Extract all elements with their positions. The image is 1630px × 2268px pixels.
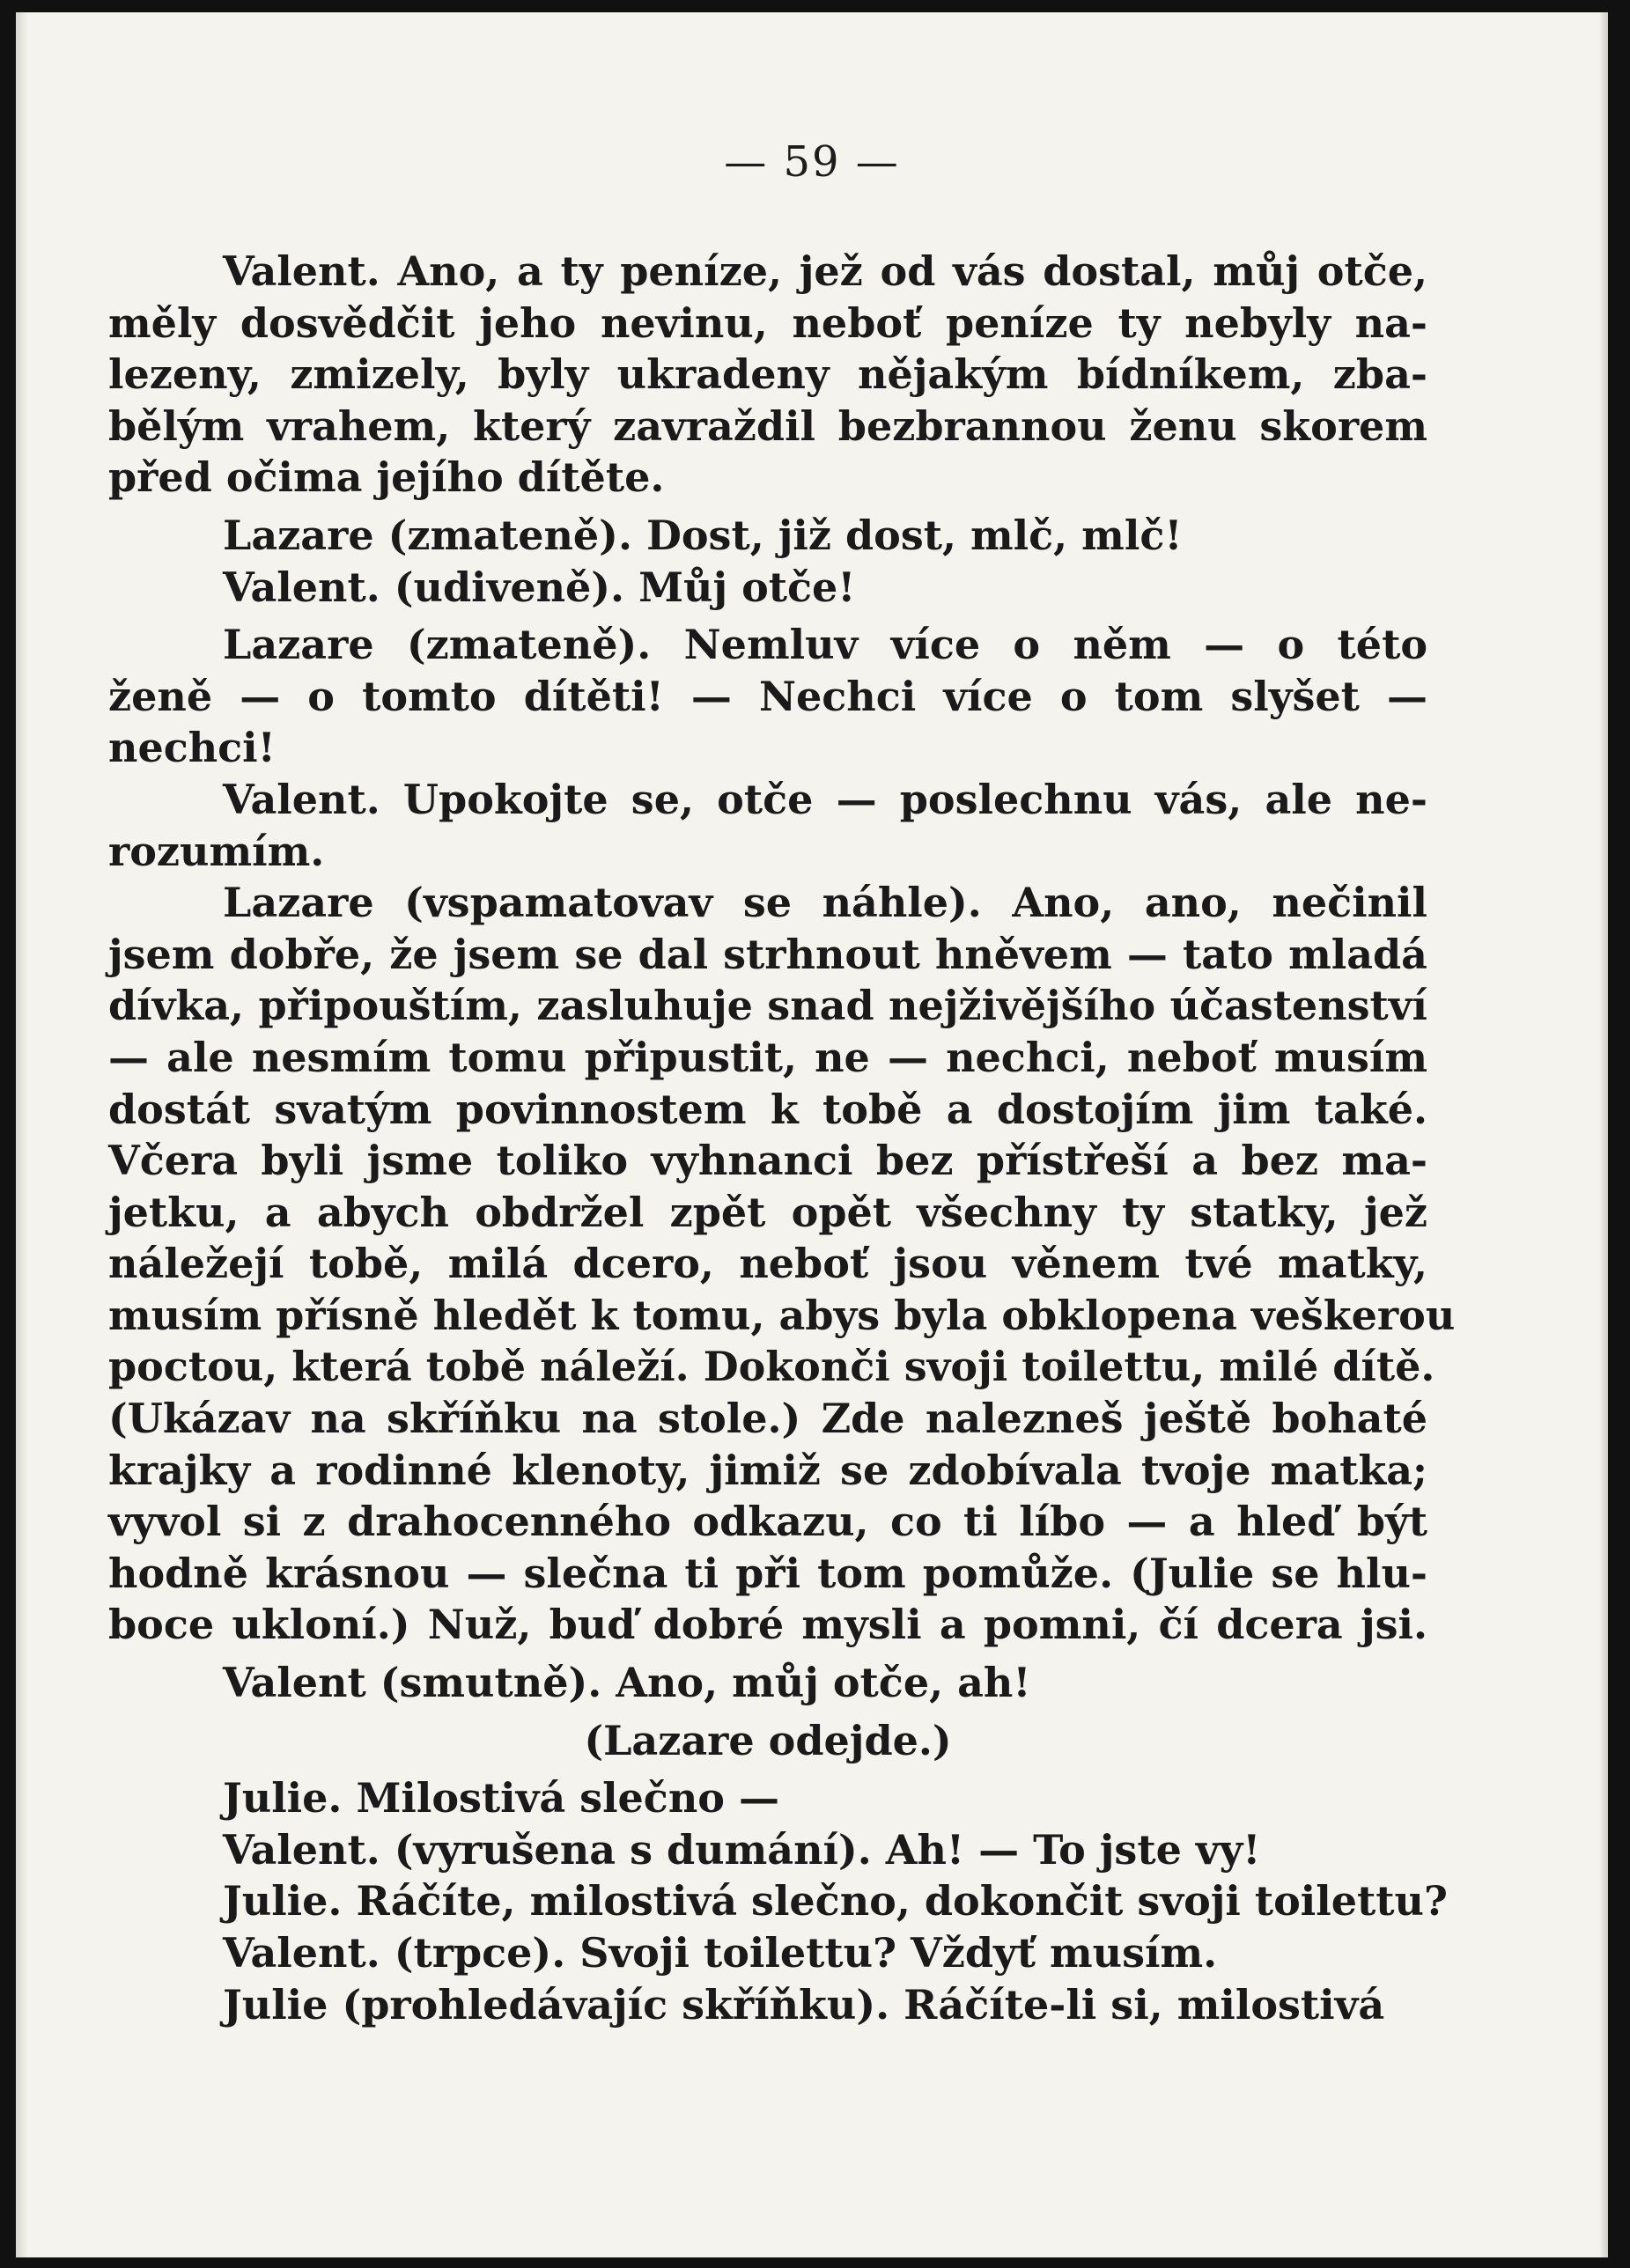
text-line: dostát svatým povinnostem k tobě a dostojím jim také. [108,1085,1427,1133]
stage-direction: (Lazare odejde.) [584,1716,952,1764]
text-line: Valent. Ano, a ty peníze, jež od vás dostal, můj otče, [223,247,1427,295]
page-edge-left [16,12,28,2257]
text-line: krajky a rodinné klenoty, jimiž se zdobívala tvoje matka; [108,1446,1427,1494]
text-line: náležejí tobě, milá dcero, neboť jsou věnem tvé matky, [108,1240,1427,1288]
text-line: Lazare (vspamatovav se náhle). Ano, ano, nečinil [223,879,1427,927]
text-line: Valent. (udiveně). Můj otče! [223,563,856,611]
text-line: rozumím. [108,827,325,875]
text-line: boce ukloní.) Nuž, buď dobré mysli a pomni, čí dcera jsi. [108,1601,1427,1649]
text-line: poctou, která tobě náleží. Dokonči svoji toilettu, milé dítě. [108,1343,1435,1391]
page-edge-right [1599,12,1608,2257]
text-line: Julie. Ráčíte, milostivá slečno, dokončit svoji toilettu? [223,1877,1448,1926]
text-line: před očima jejího dítěte. [108,453,665,502]
text-line: měly dosvědčit jeho nevinu, neboť peníze ty nebyly na- [108,298,1427,347]
text-line: Lazare (zmateně). Nemluv více o něm — o této [223,621,1427,669]
text-line: Lazare (zmateně). Dost, již dost, mlč, mlč! [223,511,1183,559]
text-line: Valent. (vyrušena s dumání). Ah! — To jste vy! [223,1825,1261,1874]
text-body [108,246,1456,2030]
text-line: Valent. Upokojte se, otče — poslechnu vás, ale ne- [223,775,1427,823]
text-line: — ale nesmím tomu připustit, ne — nechci, neboť musím [108,1033,1427,1081]
text-line: bělým vrahem, který zavraždil bezbrannou ženu skorem [108,401,1427,450]
text-line: (Ukázav na skříňku na stole.) Zde nalezneš ještě bohaté [108,1395,1427,1443]
text-line: vyvol si z drahocenného odkazu, co ti líbo — a hleď být [108,1498,1427,1546]
text-line: musím přísně hledět k tomu, abys byla obklopena veškerou [108,1291,1456,1339]
text-line: ženě — o tomto dítěti! — Nechci více o tom slyšet — [108,672,1427,720]
page-number: — 59 — [724,137,900,187]
text-line: nechci! [108,724,276,772]
book-page [16,12,1608,2257]
text-line: lezeny, zmizely, byly ukradeny nějakým bídníkem, zba- [108,350,1427,399]
text-line: Valent (smutně). Ano, můj otče, ah! [223,1659,1031,1707]
text-line: Julie. Milostivá slečno — [223,1774,779,1822]
text-line: jetku, a abych obdržel zpět opět všechny ty statky, jež [108,1188,1427,1236]
text-line: Julie (prohledávajíc skříňku). Ráčíte-li si, milostivá [223,1980,1385,2029]
text-line: dívka, připouštím, zasluhuje snad nejživějšího účastenství [108,982,1427,1030]
text-line: jsem dobře, že jsem se dal strhnout hněvem — tato mladá [108,930,1427,978]
text-line: Včera byli jsme toliko vyhnanci bez přístřeší a bez ma- [108,1137,1427,1185]
text-line: Valent. (trpce). Svoji toilettu? Vždyť musím. [223,1929,1218,1977]
text-line: hodně krásnou — slečna ti při tom pomůže. (Julie se hlu- [108,1549,1427,1597]
